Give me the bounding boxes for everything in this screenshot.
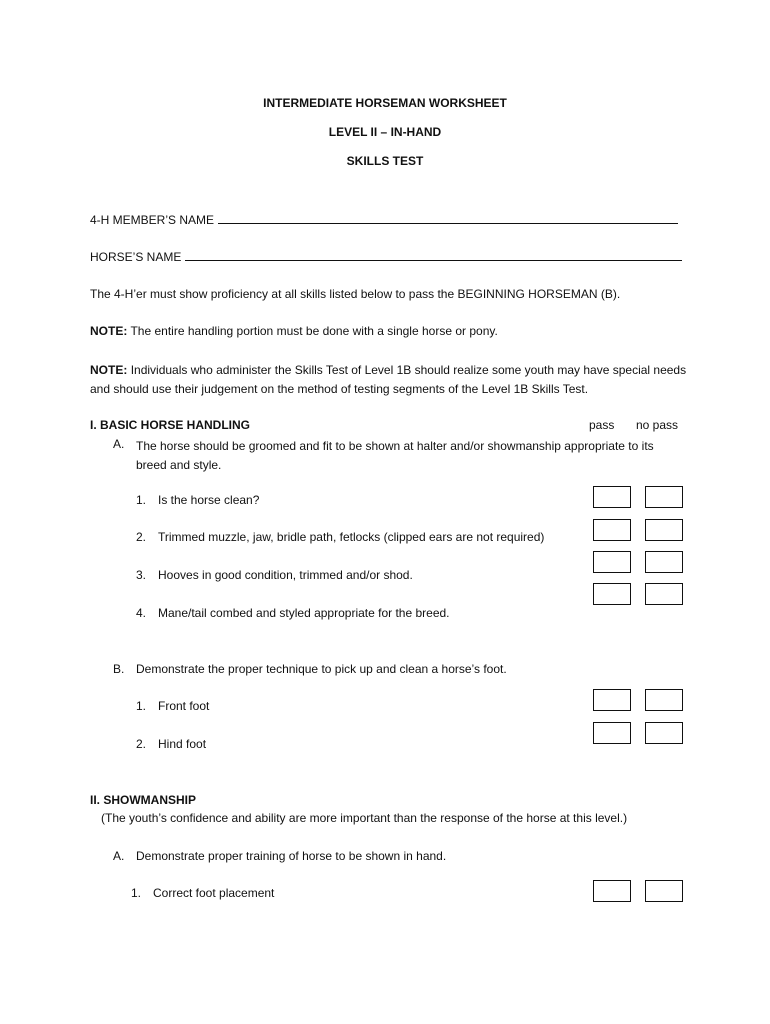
item-num: 1. (131, 886, 142, 900)
pass-checkbox[interactable] (593, 722, 631, 744)
note-2 (90, 361, 690, 399)
item-correct-foot-placement: Correct foot placement (153, 886, 275, 900)
item-num: 2. (136, 737, 147, 751)
no-pass-checkbox[interactable] (645, 722, 683, 744)
section-2a-text: Demonstrate proper training of horse to be shown in hand. (136, 849, 447, 863)
horse-name-blank[interactable] (185, 249, 682, 261)
no-pass-checkbox[interactable] (645, 880, 683, 902)
section-1b-text: Demonstrate the proper technique to pick up and clean a horse’s foot. (136, 662, 507, 676)
no-pass-checkbox[interactable] (645, 689, 683, 711)
section-1a-marker: A. (113, 437, 125, 451)
item-num: 4. (136, 606, 147, 620)
item-hind-foot: Hind foot (158, 737, 207, 751)
section-showmanship-title: II. SHOWMANSHIP (90, 793, 197, 807)
horse-name-label: HORSE’S NAME (90, 250, 182, 264)
item-num: 3. (136, 568, 147, 582)
document-title: INTERMEDIATE HORSEMAN WORKSHEET (263, 96, 507, 110)
item-mane-tail: Mane/tail combed and styled appropriate for the breed. (158, 606, 450, 620)
item-num: 1. (136, 493, 147, 507)
skills-test-heading: SKILLS TEST (346, 154, 424, 168)
item-trimmed-muzzle: Trimmed muzzle, jaw, bridle path, fetlocks (clipped ears are not required) (158, 530, 545, 544)
pass-checkbox[interactable] (593, 519, 631, 541)
horse-name-field (90, 249, 682, 264)
pass-checkbox[interactable] (593, 551, 631, 573)
item-front-foot: Front foot (158, 699, 210, 713)
intro-text: The 4-H’er must show proficiency at all skills listed below to pass the BEGINNING HORSEMAN (B). (90, 287, 621, 301)
section-basic-horse-handling-title: I. BASIC HORSE HANDLING (90, 418, 251, 432)
item-num: 2. (136, 530, 147, 544)
no-pass-checkbox[interactable] (645, 486, 683, 508)
section-1a-text: The horse should be groomed and fit to be shown at halter and/or showmanship appropriate to its breed and style. (136, 439, 654, 472)
pass-column-header: pass (589, 418, 615, 432)
section-showmanship-subtitle: (The youth’s confidence and ability are more important than the response of the horse at this level.) (101, 811, 628, 825)
note-label: NOTE: (90, 363, 128, 377)
note-text: The entire handling portion must be done with a single horse or pony. (130, 324, 498, 338)
no-pass-checkbox[interactable] (645, 551, 683, 573)
section-1b-marker: B. (113, 662, 125, 676)
item-horse-clean: Is the horse clean? (158, 493, 260, 507)
pass-checkbox[interactable] (593, 689, 631, 711)
member-name-field (90, 212, 678, 227)
level-heading: LEVEL II – IN-HAND (328, 125, 442, 139)
no-pass-column-header: no pass (636, 418, 679, 432)
no-pass-checkbox[interactable] (645, 519, 683, 541)
section-2a-marker: A. (113, 849, 125, 863)
member-name-blank[interactable] (218, 212, 678, 224)
member-name-label: 4-H MEMBER’S NAME (90, 213, 215, 227)
pass-checkbox[interactable] (593, 486, 631, 508)
note-label: NOTE: (90, 324, 128, 338)
no-pass-checkbox[interactable] (645, 583, 683, 605)
item-num: 1. (136, 699, 147, 713)
pass-checkbox[interactable] (593, 880, 631, 902)
item-hooves: Hooves in good condition, trimmed and/or shod. (158, 568, 413, 582)
pass-checkbox[interactable] (593, 583, 631, 605)
note-text: Individuals who administer the Skills Test of Level 1B should realize some youth may have special needs and should use their judgement on the method of testing segments of the Level 1B Skills Test. (90, 363, 687, 396)
note-1 (90, 324, 498, 338)
